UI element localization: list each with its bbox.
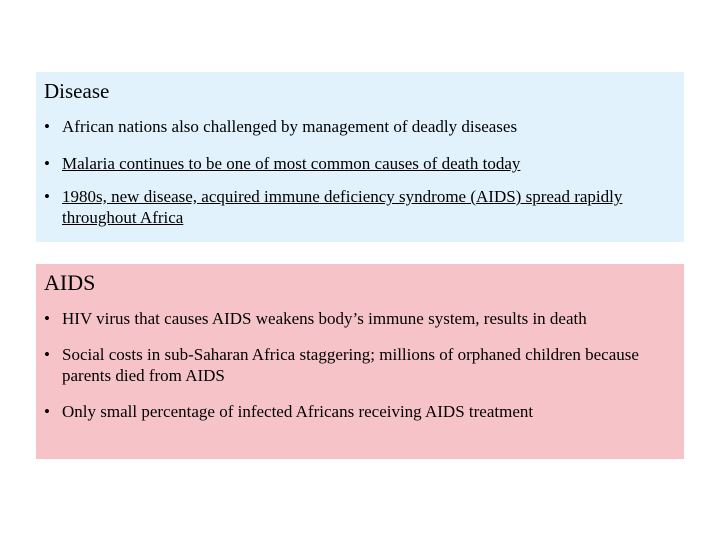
list-item <box>44 308 674 329</box>
list-item[interactable] <box>44 186 674 228</box>
bullet-text: Only small percentage of infected Africans receiving AIDS treatment <box>62 402 534 421</box>
bullet-icon: • <box>44 309 50 328</box>
disease-panel <box>36 72 684 242</box>
bullet-icon: • <box>44 345 50 364</box>
bullet-icon: • <box>44 402 50 421</box>
malaria-link[interactable]: Malaria continues to be one of most common causes of death today <box>62 154 521 173</box>
bullet-icon: • <box>44 187 50 206</box>
aids-heading: AIDS <box>44 270 96 295</box>
disease-heading: Disease <box>44 79 110 103</box>
bullet-icon: • <box>44 117 50 136</box>
bullet-text: Social costs in sub-Saharan Africa staggering; millions of orphaned children because parents died from AIDS <box>62 345 639 385</box>
list-item <box>44 344 674 386</box>
list-item <box>44 401 674 422</box>
disease-bullet-list <box>44 116 674 228</box>
list-item <box>44 116 674 137</box>
list-item[interactable] <box>44 153 674 174</box>
bullet-text: HIV virus that causes AIDS weakens body’s immune system, results in death <box>62 309 587 328</box>
bullet-text: African nations also challenged by management of deadly diseases <box>62 117 518 136</box>
aids-panel <box>36 264 684 459</box>
aids-history-link[interactable]: 1980s, new disease, acquired immune deficiency syndrome (AIDS) spread rapidly throughout Africa <box>62 187 623 227</box>
bullet-icon: • <box>44 154 50 173</box>
aids-bullet-list <box>44 308 674 422</box>
